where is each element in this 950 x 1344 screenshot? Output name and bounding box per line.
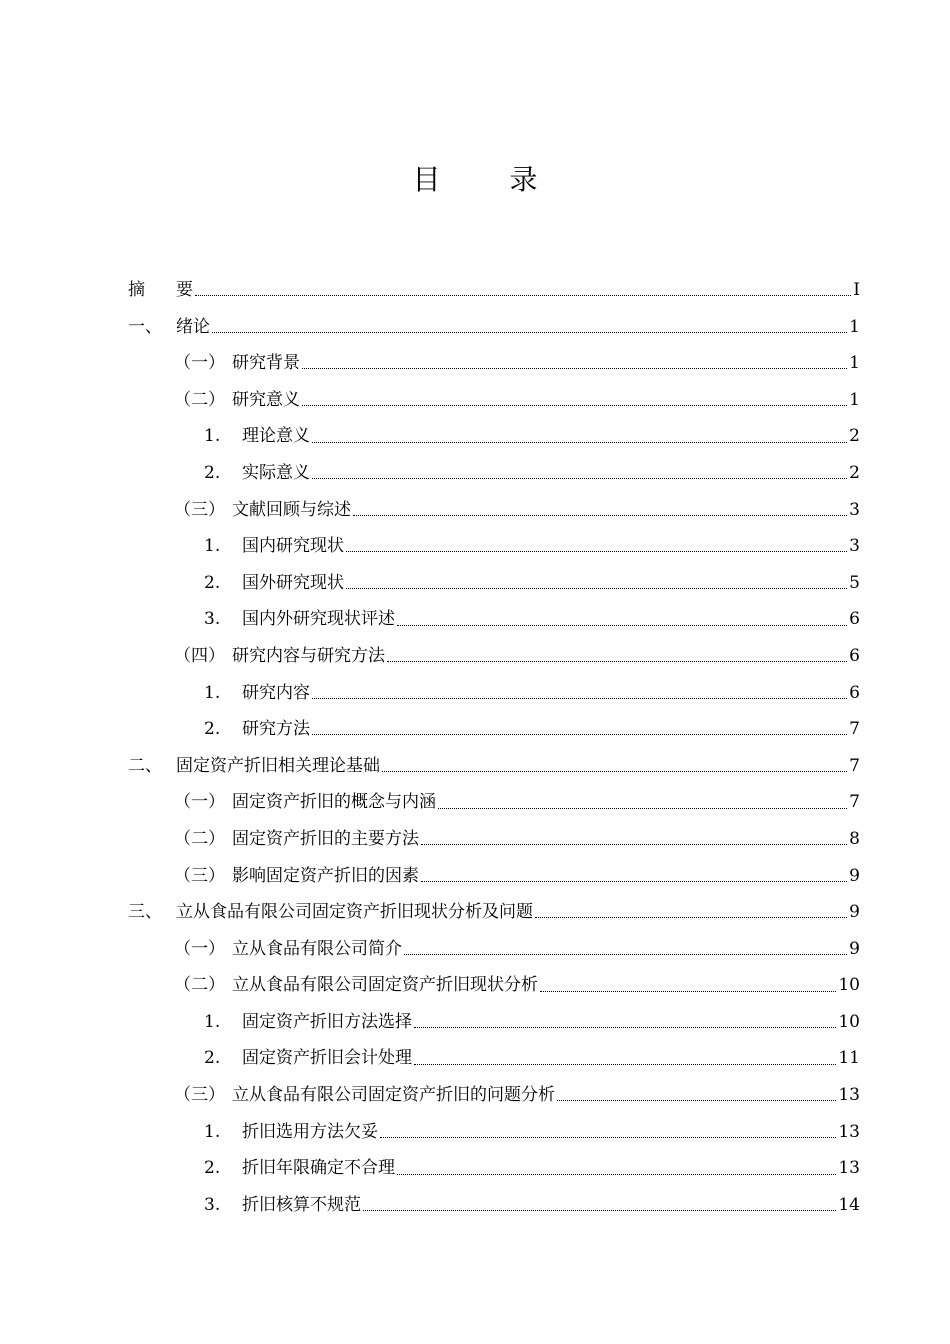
toc-dot-leader xyxy=(312,697,847,699)
toc-entry[interactable] xyxy=(128,821,860,858)
toc-entry[interactable] xyxy=(128,1114,860,1151)
toc-entry-title: 要 xyxy=(176,280,193,300)
toc-entry[interactable] xyxy=(128,601,860,638)
toc-dot-leader xyxy=(397,624,847,626)
toc-entry[interactable] xyxy=(128,638,860,675)
toc-entry[interactable] xyxy=(128,967,860,1004)
toc-entry[interactable] xyxy=(128,858,860,895)
toc-entry-title: 影响固定资产折旧的因素 xyxy=(232,865,419,886)
toc-dot-leader xyxy=(195,294,851,296)
toc-entry-page: 6 xyxy=(849,645,860,666)
toc-entry-page: 1 xyxy=(849,353,860,374)
toc-dot-leader xyxy=(380,1136,836,1138)
toc-entry[interactable] xyxy=(128,345,860,382)
toc-entry-number: （三） xyxy=(174,499,225,520)
toc-entry-title: 折旧核算不规范 xyxy=(242,1194,361,1215)
toc-entry[interactable] xyxy=(128,784,860,821)
toc-entry-title: 折旧年限确定不合理 xyxy=(242,1158,395,1179)
toc-entry-number: （一） xyxy=(174,792,225,813)
toc-entry-title: 国内研究现状 xyxy=(242,536,344,557)
toc-entry-title: 立从食品有限公司固定资产折旧的问题分析 xyxy=(232,1085,555,1106)
toc-entry-page: 13 xyxy=(838,1121,860,1142)
toc-dot-leader xyxy=(363,1209,836,1211)
toc-entry-title: 研究方法 xyxy=(242,719,310,740)
toc-entry-page: 10 xyxy=(838,1011,860,1032)
toc-dot-leader xyxy=(353,514,847,516)
toc-dot-leader xyxy=(397,1173,836,1175)
toc-entry-title: 固定资产折旧的主要方法 xyxy=(232,828,419,849)
toc-entry-page: 7 xyxy=(849,792,860,813)
toc-entry-title: 固定资产折旧会计处理 xyxy=(242,1048,412,1069)
page-title: 目 录 xyxy=(412,163,568,196)
toc-dot-leader xyxy=(312,441,847,443)
toc-entry[interactable] xyxy=(128,455,860,492)
toc-entry-number: （二） xyxy=(174,828,225,849)
toc-entry-page: 9 xyxy=(849,902,860,923)
toc-entry-page: 2 xyxy=(849,426,860,447)
toc-entry-page: 14 xyxy=(838,1194,860,1215)
toc-entry-page: 13 xyxy=(838,1158,860,1179)
toc-entry-title: 研究内容 xyxy=(242,682,310,703)
toc-entry[interactable] xyxy=(128,309,860,346)
toc-entry-title: 立从食品有限公司固定资产折旧现状分析 xyxy=(232,975,538,996)
toc-entry[interactable] xyxy=(128,711,860,748)
toc-entry-title: 研究意义 xyxy=(232,389,300,410)
toc-entry-title: 绪论 xyxy=(176,316,210,337)
toc-dot-leader xyxy=(346,550,847,552)
toc-entry-number: （一） xyxy=(174,353,225,374)
toc-dot-leader xyxy=(540,990,836,992)
toc-dot-leader xyxy=(421,880,847,882)
toc-entry-page: 6 xyxy=(849,682,860,703)
toc-entry-page: 8 xyxy=(849,828,860,849)
toc-dot-leader xyxy=(312,733,847,735)
toc-entry[interactable] xyxy=(128,528,860,565)
toc-dot-leader xyxy=(312,477,847,479)
toc-entry-number: 1. xyxy=(204,1121,221,1142)
toc-entry-title: 研究背景 xyxy=(232,353,300,374)
toc-entry[interactable] xyxy=(128,748,860,785)
toc-dot-leader xyxy=(404,953,847,955)
toc-entry-title: 国内外研究现状评述 xyxy=(242,609,395,630)
toc-entry-number: （三） xyxy=(174,865,225,886)
toc-entry[interactable] xyxy=(128,418,860,455)
toc-entry-number: 1. xyxy=(204,682,221,703)
toc-entry-page: 1 xyxy=(849,389,860,410)
toc-dot-leader xyxy=(414,1063,836,1065)
toc-entry-page: 6 xyxy=(849,609,860,630)
toc-entry-page: 13 xyxy=(838,1085,860,1106)
toc-entry[interactable] xyxy=(128,382,860,419)
toc-dot-leader xyxy=(302,404,847,406)
toc-entry-page: 5 xyxy=(849,572,860,593)
toc-entry-page: 7 xyxy=(849,755,860,776)
toc-entry-number: 2. xyxy=(204,572,221,593)
toc-entry-number: 1. xyxy=(204,426,221,447)
toc-entry[interactable] xyxy=(128,565,860,602)
toc-entry[interactable] xyxy=(128,1150,860,1187)
toc-entry[interactable] xyxy=(128,675,860,712)
toc-entry-number: 2. xyxy=(204,1158,221,1179)
toc-entry-title: 国外研究现状 xyxy=(242,572,344,593)
toc-entry-page: 1 xyxy=(849,316,860,337)
toc-entry-number: 2. xyxy=(204,1048,221,1069)
toc-entry[interactable] xyxy=(128,894,860,931)
toc-dot-leader xyxy=(535,916,847,918)
toc-entry-number: 摘 xyxy=(128,280,167,300)
toc-entry-page: 7 xyxy=(849,719,860,740)
table-of-contents xyxy=(128,272,860,1223)
toc-entry-page: 3 xyxy=(849,499,860,520)
toc-entry-page: I xyxy=(853,280,860,300)
toc-entry-title: 立从食品有限公司固定资产折旧现状分析及问题 xyxy=(176,902,533,923)
toc-entry-page: 9 xyxy=(849,938,860,959)
toc-dot-leader xyxy=(387,660,847,662)
toc-entry[interactable] xyxy=(128,1004,860,1041)
toc-dot-leader xyxy=(302,367,847,369)
toc-entry[interactable] xyxy=(128,1187,860,1224)
toc-dot-leader xyxy=(421,843,847,845)
toc-entry[interactable] xyxy=(128,931,860,968)
toc-dot-leader xyxy=(557,1099,836,1101)
toc-entry-title: 理论意义 xyxy=(242,426,310,447)
toc-entry-number: 三、 xyxy=(128,902,162,923)
toc-entry-number: （二） xyxy=(174,389,225,410)
toc-entry-title: 固定资产折旧相关理论基础 xyxy=(176,755,380,776)
toc-entry-page: 10 xyxy=(838,975,860,996)
toc-entry[interactable] xyxy=(128,492,860,529)
toc-dot-leader xyxy=(382,770,847,772)
toc-entry-number: （一） xyxy=(174,938,225,959)
toc-entry-title: 固定资产折旧方法选择 xyxy=(242,1011,412,1032)
toc-entry-page: 9 xyxy=(849,865,860,886)
toc-entry-title: 立从食品有限公司简介 xyxy=(232,938,402,959)
toc-entry-title: 文献回顾与综述 xyxy=(232,499,351,520)
toc-entry-number: （四） xyxy=(174,645,225,666)
toc-entry-page: 2 xyxy=(849,462,860,483)
toc-entry[interactable] xyxy=(128,1040,860,1077)
toc-entry-page: 11 xyxy=(838,1048,860,1069)
toc-entry-number: 1. xyxy=(204,536,221,557)
toc-entry[interactable] xyxy=(128,272,860,309)
toc-entry-title: 折旧选用方法欠妥 xyxy=(242,1121,378,1142)
toc-entry-page: 3 xyxy=(849,536,860,557)
toc-entry-number: （二） xyxy=(174,975,225,996)
toc-dot-leader xyxy=(346,587,847,589)
toc-dot-leader xyxy=(414,1026,836,1028)
toc-entry-number: 二、 xyxy=(128,755,162,776)
toc-entry-number: 3. xyxy=(204,609,221,630)
toc-entry-number: （三） xyxy=(174,1085,225,1106)
toc-entry-number: 2. xyxy=(204,462,221,483)
toc-entry-title: 研究内容与研究方法 xyxy=(232,645,385,666)
toc-entry-title: 固定资产折旧的概念与内涵 xyxy=(232,792,436,813)
toc-entry[interactable] xyxy=(128,1077,860,1114)
toc-entry-number: 2. xyxy=(204,719,221,740)
toc-entry-number: 1. xyxy=(204,1011,221,1032)
toc-dot-leader xyxy=(438,807,847,809)
toc-dot-leader xyxy=(212,331,847,333)
toc-entry-number: 一、 xyxy=(128,316,162,337)
toc-entry-number: 3. xyxy=(204,1194,221,1215)
toc-entry-title: 实际意义 xyxy=(242,462,310,483)
